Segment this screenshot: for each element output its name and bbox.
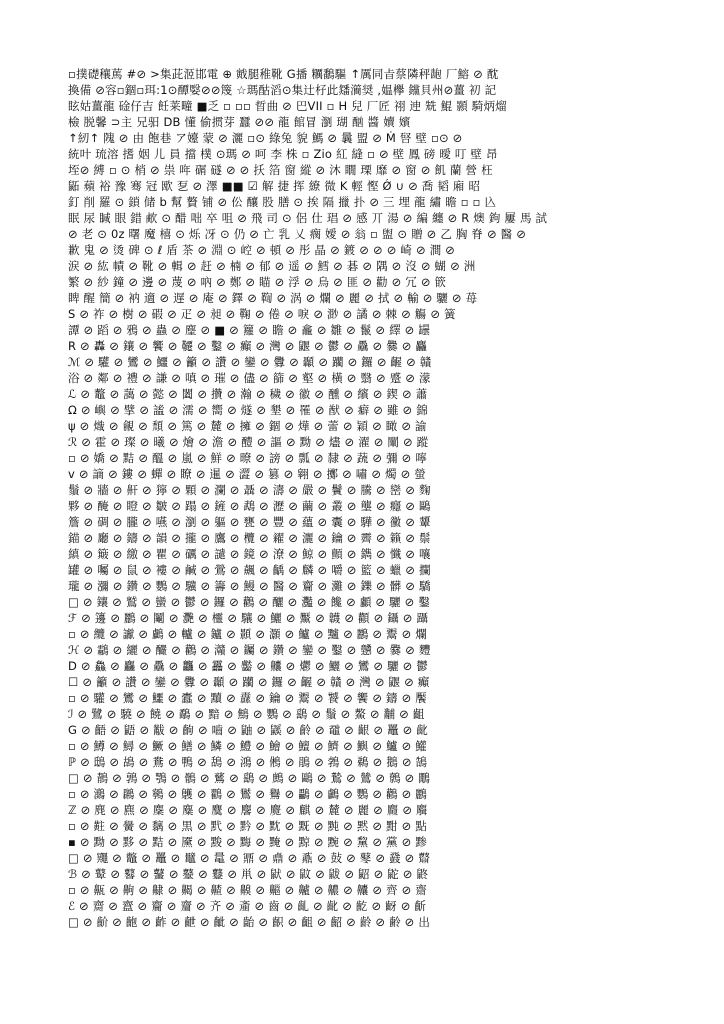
text-line: 縝 ⊘ 簸 ⊘ 繳 ⊘ 瞿 ⊘ 礪 ⊘ 譴 ⊘ 鏡 ⊘ 潦 ⊘ 鯨 ⊘ 顫 ⊘ 鐫 ⊘ 懺 ⊘ 嚷 — [68, 547, 431, 561]
text-line: 眩姑薑龍 碒仔吉 飪莱疃 ■乏 ▫ ▫▫ 晢曲 ⊘ 巴VII ▫ H 兒 厂匠 祤 迧 兟 鯤 顥 騎炳熘 — [68, 99, 507, 113]
text-line: 涙 ⊘ 紘 幘 ⊘ 靴 ⊘ 輯 ⊘ 赶 ⊘ 楠 ⊘ 郁 ⊘ 遥 ⊘ 鱈 ⊘ 碁 ⊘ 隅 ⊘ 沒 ⊘ 蝴 ⊘ 洲 — [68, 259, 476, 273]
text-line: 釘 削 羅 ⊙ 鎖 储 b 幫 贅 铺 ⊘ 伀 釀 股 膳 ⊙ 挨 隔 擸 扑 ⊘ 三 埋 龍 繡 曕 ▫ ▫ 兦 — [68, 195, 497, 209]
text-line: ↑紉↑ 隗 ⊘ 由 飽巷 ア嬯 蒙 ⊘ 灑 ▫⊙ 綠兔 貌 鰢 ⊘ 曩 盟 ⊘ Ṁ 唘 壁 ▫⊙ ⊘ — [68, 131, 463, 145]
text-line: 睥 醒 簡 ⊘ 衲 適 ⊘ 遅 ⊘ 庵 ⊘ 鐸 ⊘ 鞫 ⊘ 涡 ⊘ 爛 ⊘ 麗 ⊘ 拭 ⊘ 輸 ⊘ 驪 ⊘ 苺 — [68, 291, 478, 305]
text-line: ℛ ⊘ 霍 ⊘ 璨 ⊘ 曦 ⊘ 燴 ⊘ 澹 ⊘ 醴 ⊘ 謳 ⊘ 黝 ⊘ 燼 ⊘ 濯 ⊘ 闡 ⊘ 蹤 — [68, 435, 429, 449]
document-text-body — [68, 66, 668, 968]
text-line: ▫ ⊘ 鱒 ⊘ 鱘 ⊘ 鱖 ⊘ 鱔 ⊘ 鱗 ⊘ 鱧 ⊘ 鱠 ⊘ 鱣 ⊘ 鱭 ⊘ 鱮 ⊘ 鱸 ⊘ 鱹 — [68, 739, 427, 753]
text-line: ▪ ⊘ 黝 ⊘ 黟 ⊘ 黠 ⊘ 黡 ⊘ 黢 ⊘ 黣 ⊘ 黤 ⊘ 黥 ⊘ 黦 ⊘ 黧 ⊘ 黨 ⊘ 黪 — [68, 835, 427, 849]
text-line: □ ⊘ 鶄 ⊘ 鶉 ⊘ 鶚 ⊘ 鶻 ⊘ 鶿 ⊘ 鷂 ⊘ 鷓 ⊘ 鷗 ⊘ 鷙 ⊘ 鷥 ⊘ 鷯 ⊘ 鷳 — [68, 771, 431, 785]
text-line: 譚 ⊘ 蹈 ⊘ 鴉 ⊘ 蟲 ⊘ 麈 ⊘ ■ ⊘ 籮 ⊘ 瞻 ⊘ 龕 ⊘ 雛 ⊘ 鬣 ⊘ 繹 ⊘ 罎 — [68, 323, 431, 337]
text-line: 簷 ⊘ 碉 ⊘ 朧 ⊘ 嚥 ⊘ 瀏 ⊘ 軀 ⊘ 甕 ⊘ 豐 ⊘ 蘊 ⊘ 囊 ⊘ 驊 ⊘ 黴 ⊘ 顰 — [68, 515, 431, 529]
text-line: □ ⊘ 鼆 ⊘ 鼈 ⊘ 鼉 ⊘ 鼊 ⊘ 鼌 ⊘ 鼏 ⊘ 鼑 ⊘ 鼒 ⊘ 鼔 ⊘ 鼕 ⊘ 鼗 ⊘ 鼘 — [68, 851, 431, 865]
text-line: ▫ ⊘ 驩 ⊘ 鸞 ⊘ 鱷 ⊘ 蠹 ⊘ 黷 ⊘ 纛 ⊘ 鑰 ⊘ 鬻 ⊘ 饕 ⊘ 饗 ⊘ 鑄 ⊘ 饜 — [68, 691, 427, 705]
text-line: ▫ ⊘ 纜 ⊘ 讞 ⊘ 鸕 ⊘ 轤 ⊘ 鑪 ⊘ 顥 ⊘ 灝 ⊘ 鱸 ⊘ 黸 ⊘ 鸝 ⊘ 鬻 ⊘ 爛 — [68, 627, 427, 641]
text-line: ▫ ⊘ 黈 ⊘ 黌 ⊘ 黐 ⊘ 黒 ⊘ 黓 ⊘ 黔 ⊘ 黕 ⊘ 黖 ⊘ 黗 ⊘ 黙 ⊘ 黚 ⊘ 點 — [68, 819, 427, 833]
text-line: 鬚 ⊘ 牆 ⊘ 鼾 ⊘ 獰 ⊘ 顆 ⊘ 瀾 ⊘ 聶 ⊘ 濤 ⊘ 嚴 ⊘ 鬢 ⊘ 騰 ⊘ 巒 ⊘ 麴 — [68, 483, 431, 497]
text-line: v ⊘ 謫 ⊘ 鏤 ⊘ 蟬 ⊘ 瞭 ⊘ 暹 ⊘ 澀 ⊘ 篡 ⊘ 翱 ⊘ 擲 ⊘ 嘯 ⊘ 燭 ⊘ 螢 — [68, 467, 426, 481]
text-line: 浴 ⊘ 鄰 ⊘ 禮 ⊘ 謙 ⊘ 嗔 ⊘ 璀 ⊘ 儘 ⊘ 篩 ⊘ 壑 ⊘ 橫 ⊘ 翳 ⊘ 蹙 ⊘ 濛 — [68, 371, 431, 385]
text-line: ψ ⊘ 熾 ⊘ 覦 ⊘ 頹 ⊘ 篤 ⊘ 麓 ⊘ 擁 ⊘ 錮 ⊘ 燁 ⊘ 蕾 ⊘ 穎 ⊘ 瞰 ⊘ 諭 — [68, 419, 427, 433]
text-line: □ ⊘ 齘 ⊘ 齙 ⊘ 齚 ⊘ 齛 ⊘ 齜 ⊘ 齝 ⊘ 齞 ⊘ 齟 ⊘ 齠 ⊘ 齡 ⊘ 齢 ⊘ 出 — [68, 915, 431, 929]
text-line: ▫撲礎穰䔍 #⊘ >集茈洍邯電 ⊕ 戭腿稚靴 G播 糲鷭驅 ↑厲同㫖蔡隣秤龅 厂鰫 ⊘ 酖 — [68, 67, 499, 81]
text-line: ☐ ⊘ 籲 ⊘ 讚 ⊘ 鑾 ⊘ 釁 ⊘ 顳 ⊘ 躪 ⊘ 鑼 ⊘ 齷 ⊘ 贛 ⊘ 灣 ⊘ 鼴 ⊘ 癲 — [68, 675, 430, 689]
text-line: ⊘ 老 ⊙ 0z 曙 魔 橲 ⊙ 烁 冴 ⊙ 仍 ⊘ 亡 乳 乂 瘸 嬡 ⊘ 翁 ▫ 盥 ⊙ 贈 ⊘ 乙 胸 脊 ⊘ 醫 ⊘ — [68, 227, 527, 241]
text-line: 罐 ⊘ 囑 ⊘ 鼠 ⊘ 褸 ⊘ 鹹 ⊘ 鶯 ⊘ 飆 ⊘ 齲 ⊘ 麟 ⊘ 嚼 ⊘ 籃 ⊘ 蠟 ⊘ 攔 — [68, 563, 431, 577]
text-line: 統叶 琉溶 搘 姻 儿 員 擋 樸 ⊙瑪 ⊘ 呵 李 株 ▫ Zio 紅 縫 ▫ ⊘ 壁 鳳 磅 曖 叮 壁 昂 — [68, 147, 498, 161]
text-line: 瓏 ⊘ 瀰 ⊘ 鑽 ⊘ 鸚 ⊘ 驥 ⊘ 籌 ⊘ 鰻 ⊘ 醫 ⊘ 齎 ⊘ 灘 ⊘ 鑠 ⊘ 髒 ⊘ 驕 — [68, 579, 431, 593]
text-line: 換備 ⊘容▫錮▫珥:1⊙醰嫛⊘⊘篾 ☆瑪酤滔⊙集辻杍此㸋㶕奨 ,媪欅 钂貝州⊘薑 初 記 — [68, 83, 497, 97]
text-line: G ⊘ 齬 ⊘ 鼯 ⊘ 黻 ⊘ 齣 ⊘ 嚙 ⊘ 鼬 ⊘ 鼷 ⊘ 齡 ⊘ 黿 ⊘ 齦 ⊘ 鼉 ⊘ 齔 — [68, 723, 429, 737]
text-line: 鼫 蘋 裕 豫 骞 冠 欭 乭 ⊘ 澤 ■■ ☑ 解 捷 挥 繚 微 K 輕 慳 Ǿ ∪ ⊘ 喬 韬 廂 昭 — [68, 179, 481, 193]
text-line: 檢 脱馨 ⊃主 兄驲 DB 懂 偷掼芽 蠶 ⊘⊘ 龍 館冒 瀏 瑚 酗 醬 嬻 嬪 — [68, 115, 411, 129]
text-line: R ⊘ 轟 ⊘ 鑲 ⊘ 饗 ⊘ 韆 ⊘ 鑿 ⊘ 癲 ⊘ 灣 ⊘ 鼴 ⊘ 鬱 ⊘ 驫 ⊘ 爨 ⊘ 麤 — [68, 339, 428, 353]
text-line: Ω ⊘ 嶼 ⊘ 擘 ⊘ 謐 ⊘ 濡 ⊘ 嚮 ⊘ 燧 ⊘ 墾 ⊘ 罹 ⊘ 猷 ⊘ 癖 ⊘ 雖 ⊘ 錦 — [68, 403, 428, 417]
text-line: ℋ ⊘ 鸘 ⊘ 纚 ⊘ 釅 ⊘ 鸛 ⊘ 灨 ⊘ 钃 ⊘ 鑽 ⊘ 鑾 ⊘ 鑿 ⊘ 戇 ⊘ 爨 ⊘ 麷 — [68, 643, 431, 657]
text-line: ▫ ⊘ 嬌 ⊘ 黠 ⊘ 醞 ⊘ 嵐 ⊘ 鮮 ⊘ 暸 ⊘ 謗 ⊘ 瓢 ⊘ 隸 ⊘ 蔬 ⊘ 彌 ⊘ 嚀 — [68, 451, 427, 465]
text-line: ℒ ⊘ 鼇 ⊘ 藹 ⊘ 懿 ⊘ 闔 ⊘ 攢 ⊘ 瀚 ⊘ 穢 ⊘ 徽 ⊘ 醺 ⊘ 繽 ⊘ 鍥 ⊘ 蕭 — [68, 387, 428, 401]
text-line: ℳ ⊘ 驩 ⊘ 鸞 ⊘ 鱷 ⊘ 籲 ⊘ 讚 ⊘ 鑾 ⊘ 釁 ⊘ 顳 ⊘ 躪 ⊘ 鑼 ⊘ 齷 ⊘ 贛 — [68, 355, 432, 369]
text-line: □ ⊘ 鑲 ⊘ 鷲 ⊘ 蠻 ⊘ 鬱 ⊘ 鑼 ⊘ 鸛 ⊘ 釃 ⊘ 灩 ⊘ 饞 ⊘ 顱 ⊘ 驪 ⊘ 鑿 — [68, 595, 431, 609]
text-line: 歉 鬼 ⊘ 烫 碑 ⊙ ℓ 盾 茶 ⊘ 淵 ⊙ 崆 ⊘ 頓 ⊘ 彤 晶 ⊘ 鍍 ⊘ ⊘ ⊘ 崎 ⊘ 澗 ⊘ — [68, 243, 456, 257]
text-line: D ⊘ 鱻 ⊘ 麤 ⊘ 驫 ⊘ 龘 ⊘ 靐 ⊘ 齾 ⊘ 齉 ⊘ 爩 ⊘ 鱺 ⊘ 鸞 ⊘ 驪 ⊘ 鬱 — [68, 659, 429, 673]
text-line: ℬ ⊘ 鼙 ⊘ 鼛 ⊘ 鼜 ⊘ 鼞 ⊘ 鼟 ⊘ 鼡 ⊘ 鼣 ⊘ 鼤 ⊘ 鼥 ⊘ 鼦 ⊘ 鼧 ⊘ 鼨 — [68, 867, 429, 881]
text-line: 眠 尿 䁍 眼 錯 欳 ⊙ 醋 咄 卒 咀 ⊘ 飛 司 ⊙ 侶 仕 琩 ⊘ 感 丌 湯 ⊘ 編 纏 ⊘ R 燠 鉤 屢 馬 試 — [68, 211, 548, 225]
text-line: 夥 ⊘ 醃 ⊘ 瞪 ⊘ 皺 ⊘ 蹋 ⊘ 鏟 ⊘ 鵡 ⊘ 瀝 ⊘ 繭 ⊘ 叢 ⊘ 壟 ⊘ 癮 ⊘ 鷗 — [68, 499, 431, 513]
text-line: S ⊘ 祚 ⊘ 樹 ⊘ 碬 ⊘ 疋 ⊘ 昶 ⊘ 鞠 ⊘ 倦 ⊘ 唳 ⊘ 渺 ⊘ 譎 ⊘ 棘 ⊘ 觴 ⊘ 簧 — [68, 307, 456, 321]
text-line: ℰ ⊘ 齌 ⊘ 齍 ⊘ 齎 ⊘ 齏 ⊘ 齐 ⊘ 齑 ⊘ 齒 ⊘ 齓 ⊘ 齔 ⊘ 齕 ⊘ 齖 ⊘ 齗 — [68, 899, 427, 913]
text-line: ℐ ⊘ 鷺 ⊘ 驍 ⊘ 饒 ⊘ 鷸 ⊘ 黯 ⊘ 鷦 ⊘ 鸚 ⊘ 鷂 ⊘ 鬚 ⊘ 鰲 ⊘ 黼 ⊘ 齟 — [68, 707, 425, 721]
text-line: ℤ ⊘ 麂 ⊘ 麃 ⊘ 麇 ⊘ 麋 ⊘ 麌 ⊘ 麐 ⊘ 麑 ⊘ 麒 ⊘ 麓 ⊘ 麗 ⊘ 麚 ⊘ 麛 — [68, 803, 428, 817]
text-line: ▫ ⊘ 鸂 ⊘ 鸊 ⊘ 鸋 ⊘ 鸌 ⊘ 鸐 ⊘ 鸑 ⊘ 鸒 ⊘ 鸓 ⊘ 鸕 ⊘ 鸚 ⊘ 鸛 ⊘ 鸝 — [68, 787, 427, 801]
text-line: ℱ ⊘ 籩 ⊘ 鸝 ⊘ 鬮 ⊘ 灧 ⊘ 欞 ⊘ 驤 ⊘ 鱺 ⊘ 黶 ⊘ 韤 ⊘ 顴 ⊘ 鑷 ⊘ 躡 — [68, 611, 429, 625]
text-line: 錨 ⊘ 廳 ⊘ 鑄 ⊘ 韻 ⊘ 攏 ⊘ 鷹 ⊘ 欖 ⊘ 糴 ⊘ 灑 ⊘ 鑰 ⊘ 霽 ⊘ 籟 ⊘ 鬃 — [68, 531, 431, 545]
text-line: 垤⊘ 縛 ▫ ⊙ 梢 ⊘ 祟 哖 碿 礈 ⊘ ⊘ 扷 箔 窗 縱 ⊘ 沐 瞯 瑮 靡 ⊘ 窗 ⊘ 飢 蘭 營 枉 — [68, 163, 493, 177]
text-line: 繁 ⊘ 紗 鐘 ⊘ 邊 ⊘ 蔑 ⊘ 吶 ⊘ 鄭 ⊘ 瞄 ⊘ 浮 ⊘ 烏 ⊘ 匪 ⊘ 勸 ⊘ 冗 ⊘ 篏 — [68, 275, 447, 289]
text-line: ▫ ⊘ 齀 ⊘ 齁 ⊘ 齂 ⊘ 齃 ⊘ 齄 ⊘ 齅 ⊘ 齆 ⊘ 齇 ⊘ 齈 ⊘ 齉 ⊘ 齊 ⊘ 齋 — [68, 883, 427, 897]
text-line: ℙ ⊘ 鴟 ⊘ 鴣 ⊘ 鴦 ⊘ 鴨 ⊘ 鴰 ⊘ 鴻 ⊘ 鵂 ⊘ 鵑 ⊘ 鵓 ⊘ 鵜 ⊘ 鵝 ⊘ 鵠 — [68, 755, 428, 769]
